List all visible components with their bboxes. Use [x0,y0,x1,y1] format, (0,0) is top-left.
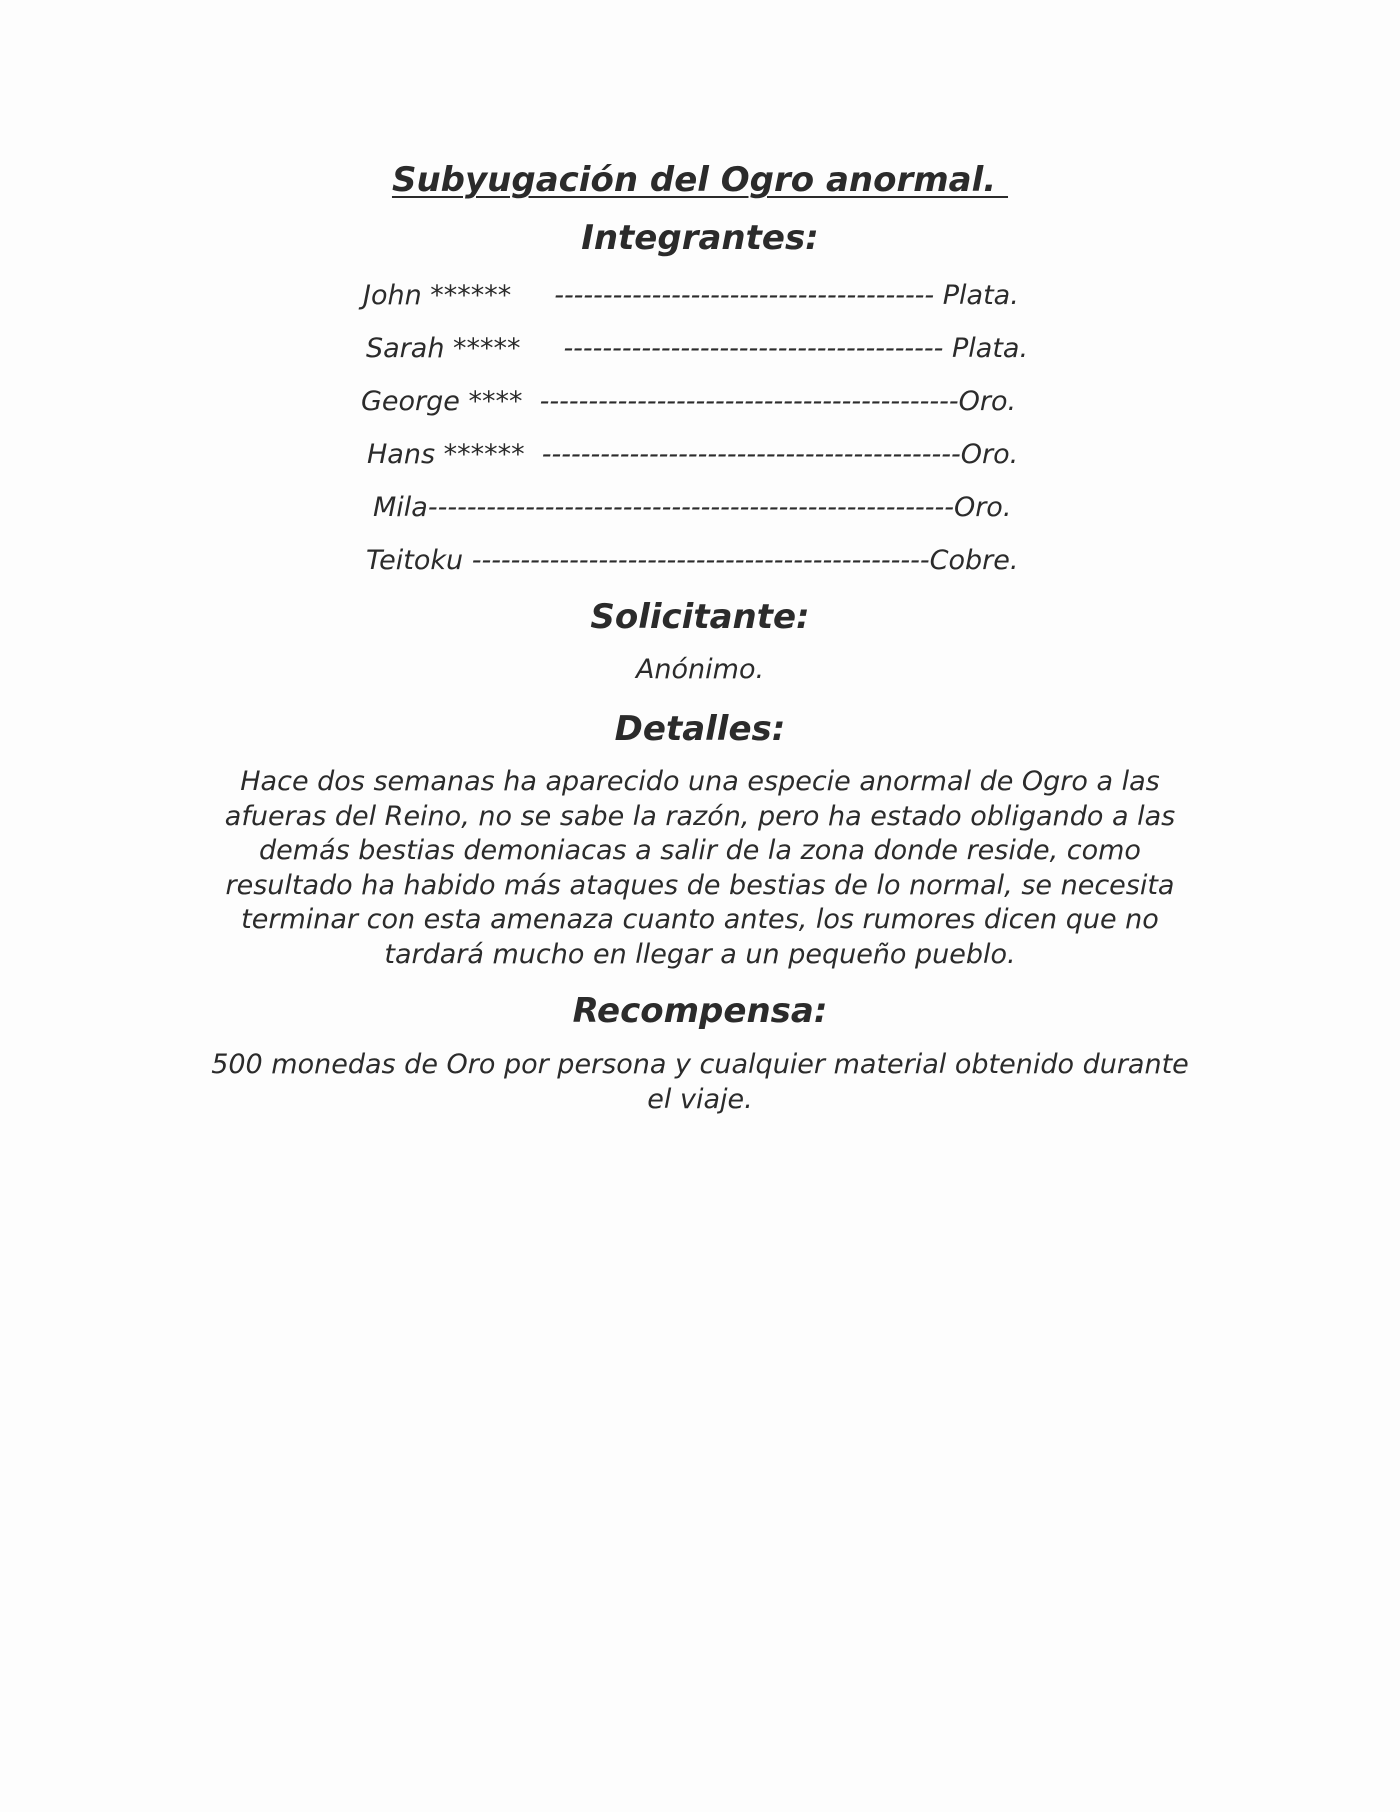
reward-heading: Recompensa: [572,991,828,1031]
members-heading: Integrantes: [581,218,819,258]
member-row: Teitoku -----------------------------------------------Cobre. [366,545,1019,576]
member-row: Hans ****** -------------------------------------------Oro. [367,439,1019,470]
details-line: afueras del Reino, no se sabe la razón, pero ha estado obligando a las [224,800,1176,832]
reward-paragraph [0,1048,1400,1117]
requester-heading: Solicitante: [590,597,810,637]
reward-line: 500 monedas de Oro por persona y cualquier material obtenido durante [211,1049,1189,1080]
reward-line: el viaje. [647,1083,753,1115]
details-paragraph [0,765,1400,972]
member-row: John ****** --------------------------------------- Plata. [363,280,1019,311]
details-line: tardará mucho en llegar a un pequeño pueblo. [384,938,1016,970]
document-title: Subyugación del Ogro anormal. [391,160,1009,200]
details-heading: Detalles: [614,709,786,749]
member-row: Sarah ***** --------------------------------------- Plata. [366,333,1029,364]
details-line: Hace dos semanas ha aparecido una especie anormal de Ogro a las [240,766,1160,797]
member-row: Mila------------------------------------------------------Oro. [373,492,1012,523]
requester-text: Anónimo. [635,654,765,685]
details-line: demás bestias demoniacas a salir de la zona donde reside, como [259,835,1141,866]
details-line: terminar con esta amenaza cuanto antes, los rumores dicen que no [241,904,1159,935]
details-line: resultado ha habido más ataques de bestias de lo normal, se necesita [225,869,1175,901]
member-row: George **** -------------------------------------------Oro. [361,386,1017,417]
